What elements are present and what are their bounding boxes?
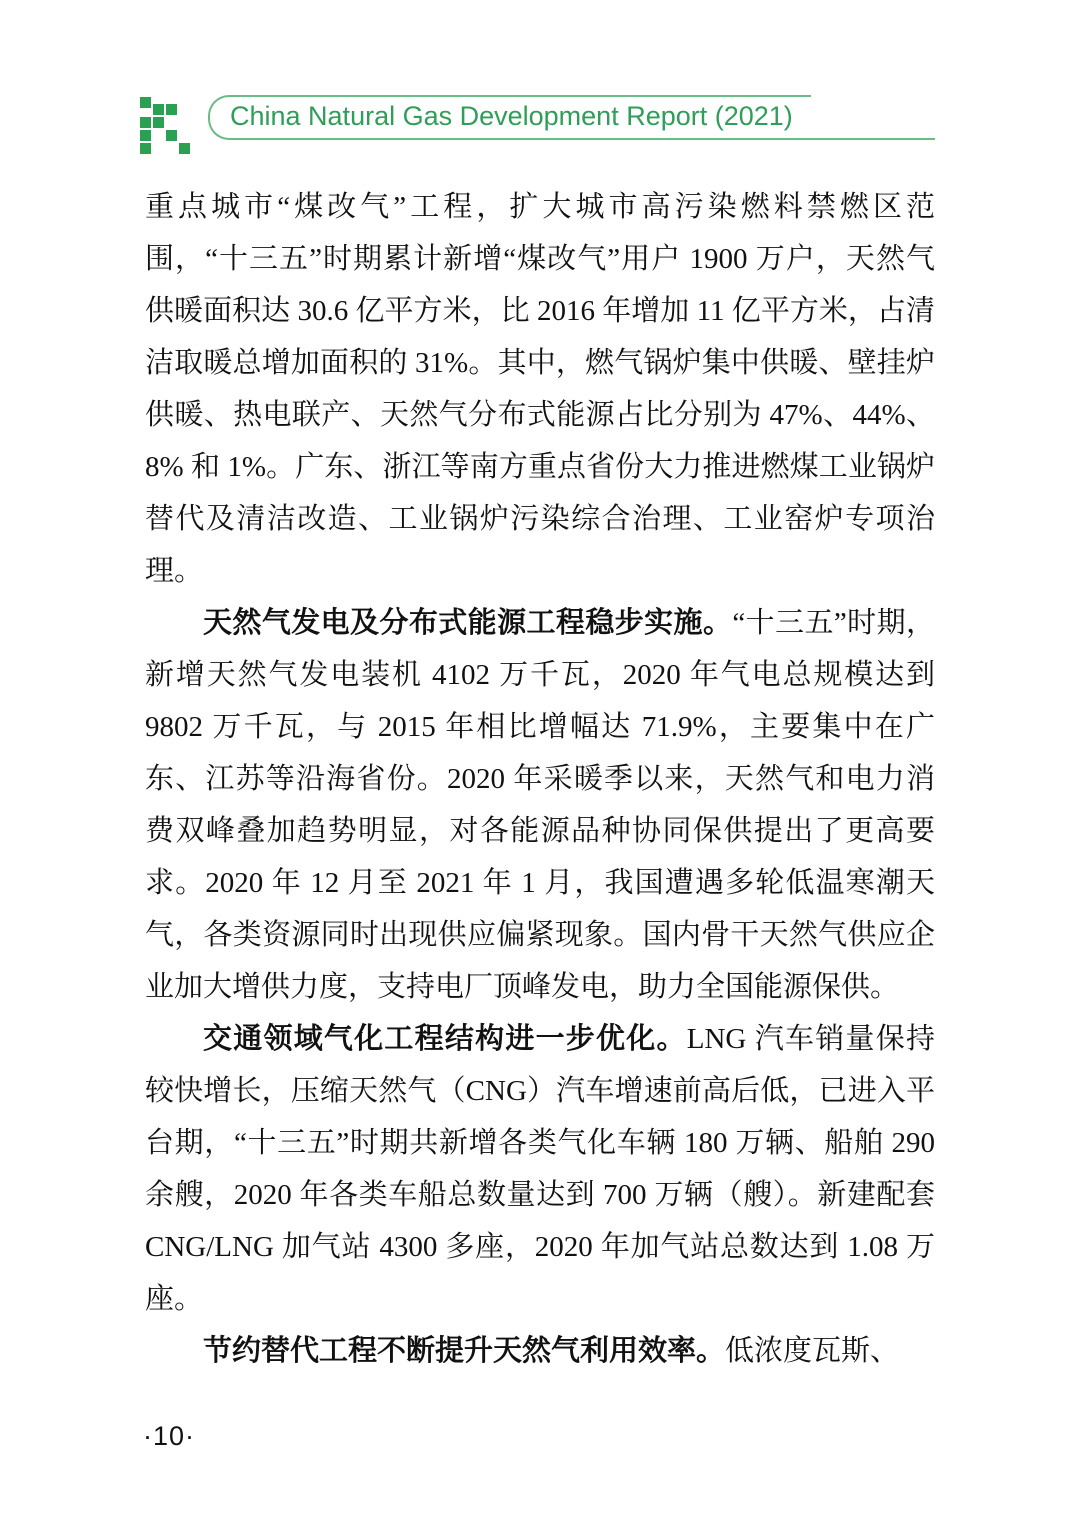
body-paragraph bbox=[145, 181, 935, 597]
paragraph-text: 重点城市“煤改气”工程，扩大城市高污染燃料禁燃区范围，“十三五”时期累计新增“煤改气”用户 1900 万户，天然气供暖面积达 30.6 亿平方米，比 2016 年增加 11 亿平方米，占清洁取暖总增加面积的 31%。其中，燃气锅炉集中供暖、壁挂炉供暖、热电联产、天然气分布式能源占比分别为 47%、44%、8% 和 1%。广东、浙江等南方重点省份大力推进燃煤工业锅炉替代及清洁改造、工业锅炉污染综合治理、工业窑炉专项治理。 bbox=[145, 191, 935, 587]
header-rule bbox=[811, 138, 935, 140]
body-paragraph bbox=[145, 597, 935, 1013]
paragraph-lead: 节约替代工程不断提升天然气利用效率。 bbox=[203, 1335, 726, 1367]
paragraph-text: 低浓度瓦斯、 bbox=[725, 1335, 900, 1367]
report-logo-icon bbox=[140, 97, 194, 155]
paragraph-text: LNG 汽车销量保持较快增长，压缩天然气（CNG）汽车增速前高后低，已进入平台期，“十三五”时期共新增各类气化车辆 180 万辆、船舶 290 余艘，2020 年各类车船总数量达到 700 万辆（艘）。新建配套 CNG/LNG 加气站 4300 多座，2020 年加气站总数达到 1.08 万座。 bbox=[145, 1023, 935, 1315]
page-header bbox=[140, 95, 935, 155]
paragraph-lead: 天然气发电及分布式能源工程稳步实施。 bbox=[203, 607, 733, 639]
report-title: China Natural Gas Development Report (2021) bbox=[208, 95, 811, 140]
paragraph-text: “十三五”时期，新增天然气发电装机 4102 万千瓦，2020 年气电总规模达到 9802 万千瓦，与 2015 年相比增幅达 71.9%，主要集中在广东、江苏等沿海省份。2020 年采暖季以来，天然气和电力消费双峰叠加趋势明显，对各能源品种协同保供提出了更高要求。2020 年 12 月至 2021 年 1 月，我国遭遇多轮低温寒潮天气，各类资源同时出现供应偏紧现象。国内骨干天然气供应企业加大增供力度，支持电厂顶峰发电，助力全国能源保供。 bbox=[145, 607, 935, 1003]
paragraph-lead: 交通领域气化工程结构进一步优化。 bbox=[203, 1023, 687, 1055]
page-number: ·10· bbox=[143, 1421, 196, 1451]
body-paragraph bbox=[145, 1325, 935, 1377]
header-title-band bbox=[208, 95, 935, 140]
body-paragraph bbox=[145, 1013, 935, 1325]
body-text bbox=[145, 181, 935, 1377]
